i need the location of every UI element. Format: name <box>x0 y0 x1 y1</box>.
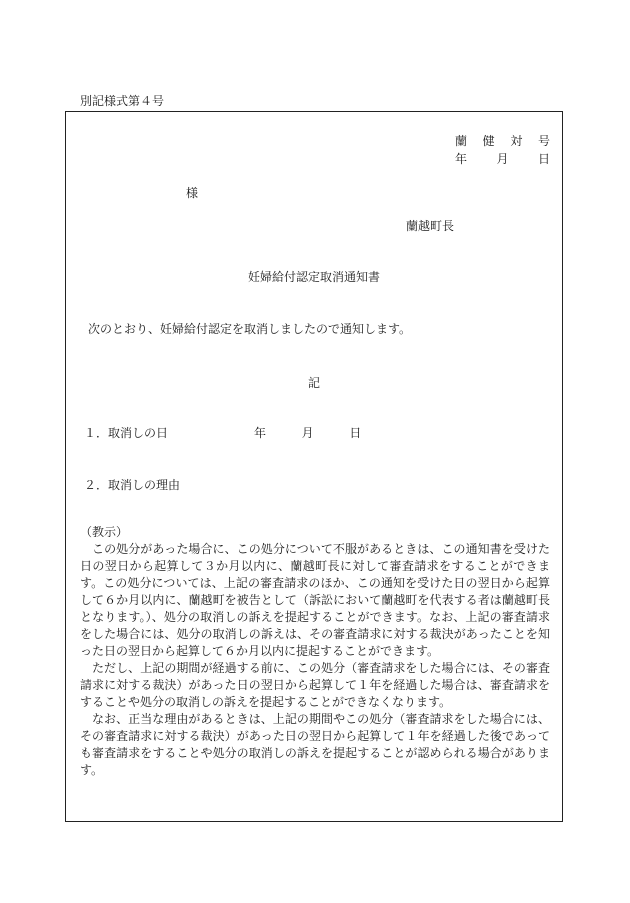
item1-label: １．取消しの日 <box>84 426 169 440</box>
ref-char: 健 <box>482 134 495 148</box>
addressee: 様 <box>186 186 199 200</box>
notice-paragraph: なお、正当な理由があるときは、上記の期間やこの処分（審査請求をした場合には、その審査請求に対する裁決）があった日の翌日から起算して１年を経過した後であっても審査請求をすることや処分の取消しの訴えを提起することが認められる場合があります。 <box>80 712 550 777</box>
intro-text: 次のとおり、妊婦給付認定を取消しましたので通知します。 <box>88 322 412 336</box>
notice-paragraph: この処分があった場合に、この処分について不服があるときは、この通知書を受けた日の翌日から起算して３か月以内に、蘭越町長に対して審査請求をすることができます。この処分については、上記の審査請求のほか、この通知を受けた日の翌日から起算して６か月以内に、蘭越町を被告として（訴訟において蘭越町を代表する者は蘭越町長となります。）、処分の取消しの訴えを提起することができます。なお、上記の審査請求をした場合には、処分の取消しの訴えは、その審査請求に対する裁決があったことを知った日の翌日から起算して６か月以内に提起することができます。 <box>80 542 550 658</box>
date-day-unit: 日 <box>537 152 550 166</box>
notice-heading: （教示） <box>80 525 129 539</box>
item1-date <box>254 424 361 441</box>
item1-month-unit: 月 <box>301 426 314 440</box>
document-frame <box>65 111 563 822</box>
ref-char: 蘭 <box>455 134 468 148</box>
item1-year-unit: 年 <box>254 426 267 440</box>
ki-heading: 記 <box>307 376 320 390</box>
notice-paragraph: ただし、上記の期間が経過する前に、この処分（審査請求をした場合には、その審査請求に対する裁決）があった日の翌日から起算して１年を経過した場合は、審査請求をすることや処分の取消しの訴えを提起することができなくなります。 <box>80 661 550 709</box>
document-title: 妊婦給付認定取消通知書 <box>247 270 380 284</box>
date-year-unit: 年 <box>455 152 468 166</box>
date-month-unit: 月 <box>496 152 509 166</box>
appeal-notice <box>80 524 550 779</box>
issue-date <box>455 150 550 167</box>
form-number: 別記様式第４号 <box>80 94 165 108</box>
ref-char: 対 <box>510 134 523 148</box>
issuer: 蘭越町長 <box>406 219 455 233</box>
item1-day-unit: 日 <box>349 426 362 440</box>
ref-char: 号 <box>537 134 550 148</box>
reference-number <box>455 132 550 149</box>
item2-label: ２．取消しの理由 <box>84 478 181 492</box>
